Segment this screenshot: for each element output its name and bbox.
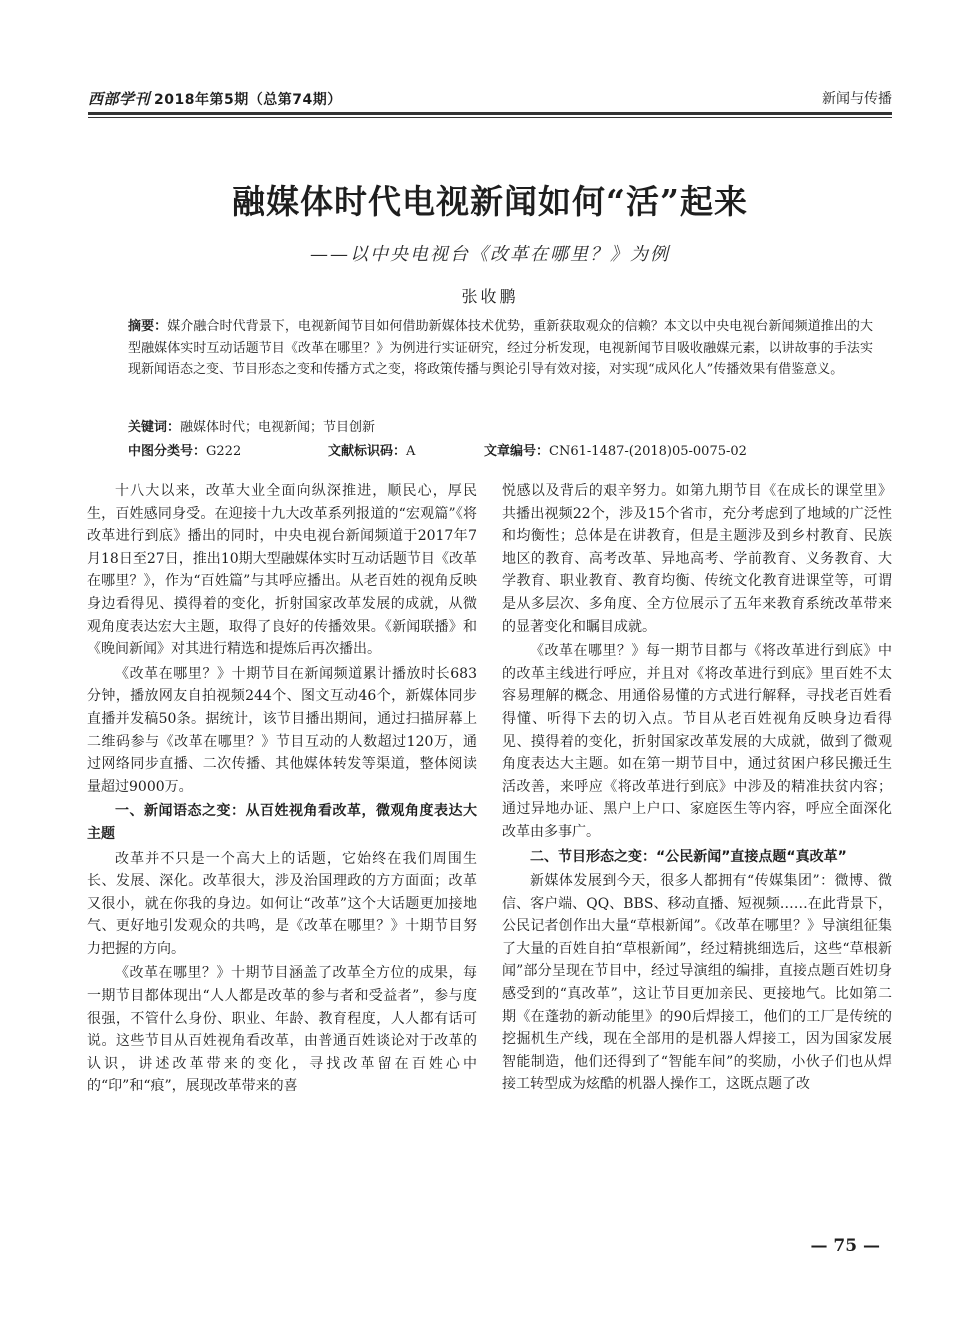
- class-number-value: G222: [206, 444, 242, 459]
- abstract: [128, 316, 873, 381]
- body-column-left: [87, 480, 477, 1100]
- section-name: 新闻与传播: [822, 91, 892, 107]
- section-heading: 二、节目形态之变：“公民新闻”直接点题“真改革”: [530, 848, 847, 865]
- keywords: [128, 416, 873, 435]
- journal-issue: 2018年第5期（总第74期）: [154, 92, 342, 108]
- classification-row: [128, 440, 873, 460]
- paragraph: 《改革在哪里？》十期节目涵盖了改革全方位的成果，每一期节目都体现出“人人都是改革的参与者和受益者”，参与度很强，不管什么身份、职业、年龄、教育程度，人人都有话可说。这些节目从百姓视角看改革，由普通百姓谈论对于改革的认识，讲述改革带来的变化，寻找改革留在百姓心中的“印”和“痕”，展现改革带来的喜: [87, 965, 477, 1095]
- keywords-label: 关键词：: [128, 420, 181, 435]
- running-header: [88, 86, 892, 114]
- article-number-value: CN61-1487-(2018)05-0075-02: [549, 444, 747, 459]
- page-number: — 75 —: [810, 1236, 880, 1256]
- paragraph: 新媒体发展到今天，很多人都拥有“传媒集团”：微博、微信、客户端、QQ、BBS、移动直播、短视频……在此背景下，公民记者创作出大量“草根新闻”。《改革在哪里？》导演组征集了大量的百姓自拍“草根新闻”，经过精挑细选后，这些“草根新闻”部分呈现在节目中，经过导演组的编排，直接点题百姓切身感受到的“真改革”，这让节目更加亲民、更接地气。比如第二期《在蓬勃的新动能里》的90后焊接工，他们的工厂是传统的挖掘机生产线，现在全部用的是机器人焊接工，因为国家发展智能制造，他们还得到了“智能车间”的奖励，小伙子们也从焊接工转型成为炫酷的机器人操作工，这既点题了改: [502, 873, 892, 1093]
- article-number: [484, 440, 747, 459]
- doc-code: [328, 440, 415, 459]
- doc-code-label: 文献标识码：: [328, 444, 407, 459]
- paragraph: 《改革在哪里？》十期节目在新闻频道累计播放时长683分钟，播放网友自拍视频244个、图文互动46个，新媒体同步直播并发稿50条。据统计，该节目播出期间，通过扫描屏幕上二维码参与《改革在哪里？》节目互动的人数超过120万，通过网络同步直播、二次传播、其他媒体转发等渠道，整体阅读量超过9000万。: [87, 665, 477, 795]
- article-author: 张收鹏: [461, 287, 519, 306]
- abstract-text: 媒介融合时代背景下，电视新闻节目如何借助新媒体技术优势，重新获取观众的信赖？本文以中央电视台新闻频道推出的大型融媒体实时互动话题节目《改革在哪里？》为例进行实证研究，经过分析发现，电视新闻节目吸收融媒元素，以讲故事的手法实现新闻语态之变、节目形态之变和传播方式之变，将政策传播与舆论引导有效对接，对实现“成风化人”传播效果有借鉴意义。: [128, 319, 873, 377]
- article-title: 融媒体时代电视新闻如何“活”起来: [232, 182, 748, 221]
- body-column-right: [502, 480, 892, 1098]
- paragraph: 《改革在哪里？》每一期节目都与《将改革进行到底》中的改革主线进行呼应，并且对《将改革进行到底》里百姓不太容易理解的概念、用通俗易懂的方式进行解释，寻找老百姓看得懂、听得下去的切入点。节目从老百姓视角反映身边看得见、摸得着的变化，折射国家改革发展的大成就，做到了微观角度表达大主题。如在第一期节目中，通过贫困户移民搬迁生活改善，来呼应《将改革进行到底》中涉及的精准扶贫内容；通过异地办证、黑户上户口、家庭医生等内容，呼应全面深化改革由多事广。: [502, 643, 892, 840]
- article-subtitle: ——以中央电视台《改革在哪里？》为例: [310, 244, 670, 265]
- paragraph-continued: 悦感以及背后的艰辛努力。如第九期节目《在成长的课堂里》共播出视频22个，涉及15个省市，充分考虑到了地域的广泛性和均衡性；总体是在讲教育，但是主题涉及到乡村教育、民族地区的教育、高考改革、异地高考、学前教育、义务教育、大学教育、职业教育、教育均衡、传统文化教育进课堂等，可谓是从多层次、多角度、全方位展示了五年来教育系统改革带来的显著变化和瞩目成就。: [502, 483, 892, 635]
- abstract-label: 摘要：: [128, 319, 168, 334]
- class-number-label: 中图分类号：: [128, 444, 207, 459]
- keywords-text: 融媒体时代；电视新闻；节目创新: [180, 420, 376, 435]
- section-heading: 一、新闻语态之变：从百姓视角看改革，微观角度表达大主题: [87, 803, 477, 842]
- paragraph: 十八大以来，改革大业全面向纵深推进，顺民心，厚民生，百姓感同身受。在迎接十九大改革系列报道的“宏观篇”《将改革进行到底》播出的同时，中央电视台新闻频道于2017年7月18日至27日，推出10期大型融媒体实时互动话题节目《改革在哪里？》，作为“百姓篇”与其呼应播出。从老百姓的视角反映身边看得见、摸得着的变化，折射国家改革发展的成就，从微观角度表达宏大主题，取得了良好的传播效果。《新闻联播》和《晚间新闻》对其进行精选和提炼后再次播出。: [87, 483, 477, 658]
- journal-info: [88, 88, 342, 109]
- doc-code-value: A: [406, 444, 416, 459]
- header-rule-thin: [88, 117, 892, 118]
- paragraph: 改革并不只是一个高大上的话题，它始终在我们周围生长、发展、深化。改革很大，涉及治国理政的方方面面；改革又很小，就在你我的身边。如何让“改革”这个大话题更加接地气、更好地引发观众的共鸣，是《改革在哪里？》十期节目努力把握的方向。: [87, 850, 477, 957]
- article-number-label: 文章编号：: [484, 444, 550, 459]
- journal-name: 西部学刊: [88, 90, 151, 108]
- header-rule-thick: [88, 112, 892, 115]
- class-number: [128, 440, 241, 459]
